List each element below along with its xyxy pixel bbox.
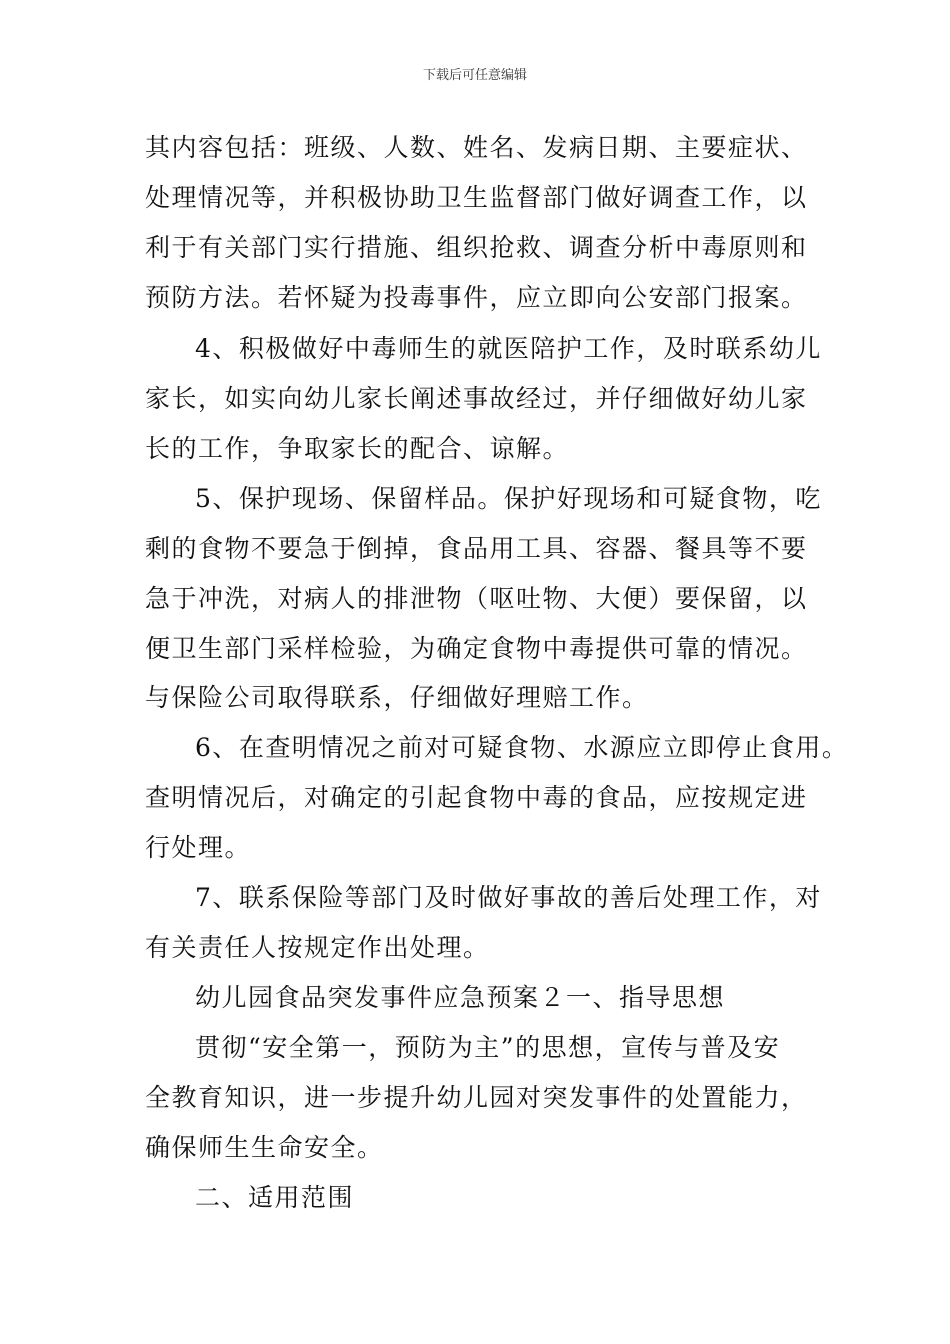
text-line: 4、积极做好中毒师生的就医陪护工作，及时联系幼儿: [195, 334, 822, 363]
text-line: 幼儿园食品突发事件应急预案２一、指导思想: [195, 983, 726, 1012]
text-line: 5、保护现场、保留样品。保护好现场和可疑食物，吃: [195, 484, 822, 513]
text-line: 便卫生部门采样检验，为确定食物中毒提供可靠的情况。: [145, 634, 808, 663]
text-line: 其内容包括：班级、人数、姓名、发病日期、主要症状、: [145, 133, 808, 162]
text-line: 确保师生生命安全。: [145, 1133, 384, 1162]
text-line: 预防方法。若怀疑为投毒事件，应立即向公安部门报案。: [145, 283, 808, 312]
text-line: 急于冲洗，对病人的排泄物（呕吐物、大便）要保留，以: [145, 584, 808, 613]
text-line: 6、在查明情况之前对可疑食物、水源应立即停止食用。: [195, 733, 849, 762]
text-line: 处理情况等，并积极协助卫生监督部门做好调查工作，以: [145, 183, 808, 212]
text-line: 利于有关部门实行措施、组织抢救、调查分析中毒原则和: [145, 233, 808, 262]
text-line: 行处理。: [145, 833, 252, 862]
text-line: 贯彻“安全第一，预防为主”的思想，宣传与普及安: [195, 1033, 781, 1062]
text-line: 长的工作，争取家长的配合、谅解。: [145, 434, 570, 463]
text-line: 全教育知识，进一步提升幼儿园对突发事件的处置能力，: [145, 1083, 808, 1112]
text-line: 家长，如实向幼儿家长阐述事故经过，并仔细做好幼儿家: [145, 384, 808, 413]
text-line: 有关责任人按规定作出处理。: [145, 933, 490, 962]
text-line: 查明情况后，对确定的引起食物中毒的食品，应按规定进: [145, 783, 808, 812]
text-line: 二、适用范围: [195, 1183, 355, 1212]
text-line: 剩的食物不要急于倒掉，食品用工具、容器、餐具等不要: [145, 534, 808, 563]
page-header: 下载后可任意编辑: [422, 68, 527, 83]
text-line: 7、联系保险等部门及时做好事故的善后处理工作，对: [195, 883, 822, 912]
text-line: 与保险公司取得联系，仔细做好理赔工作。: [145, 683, 649, 712]
